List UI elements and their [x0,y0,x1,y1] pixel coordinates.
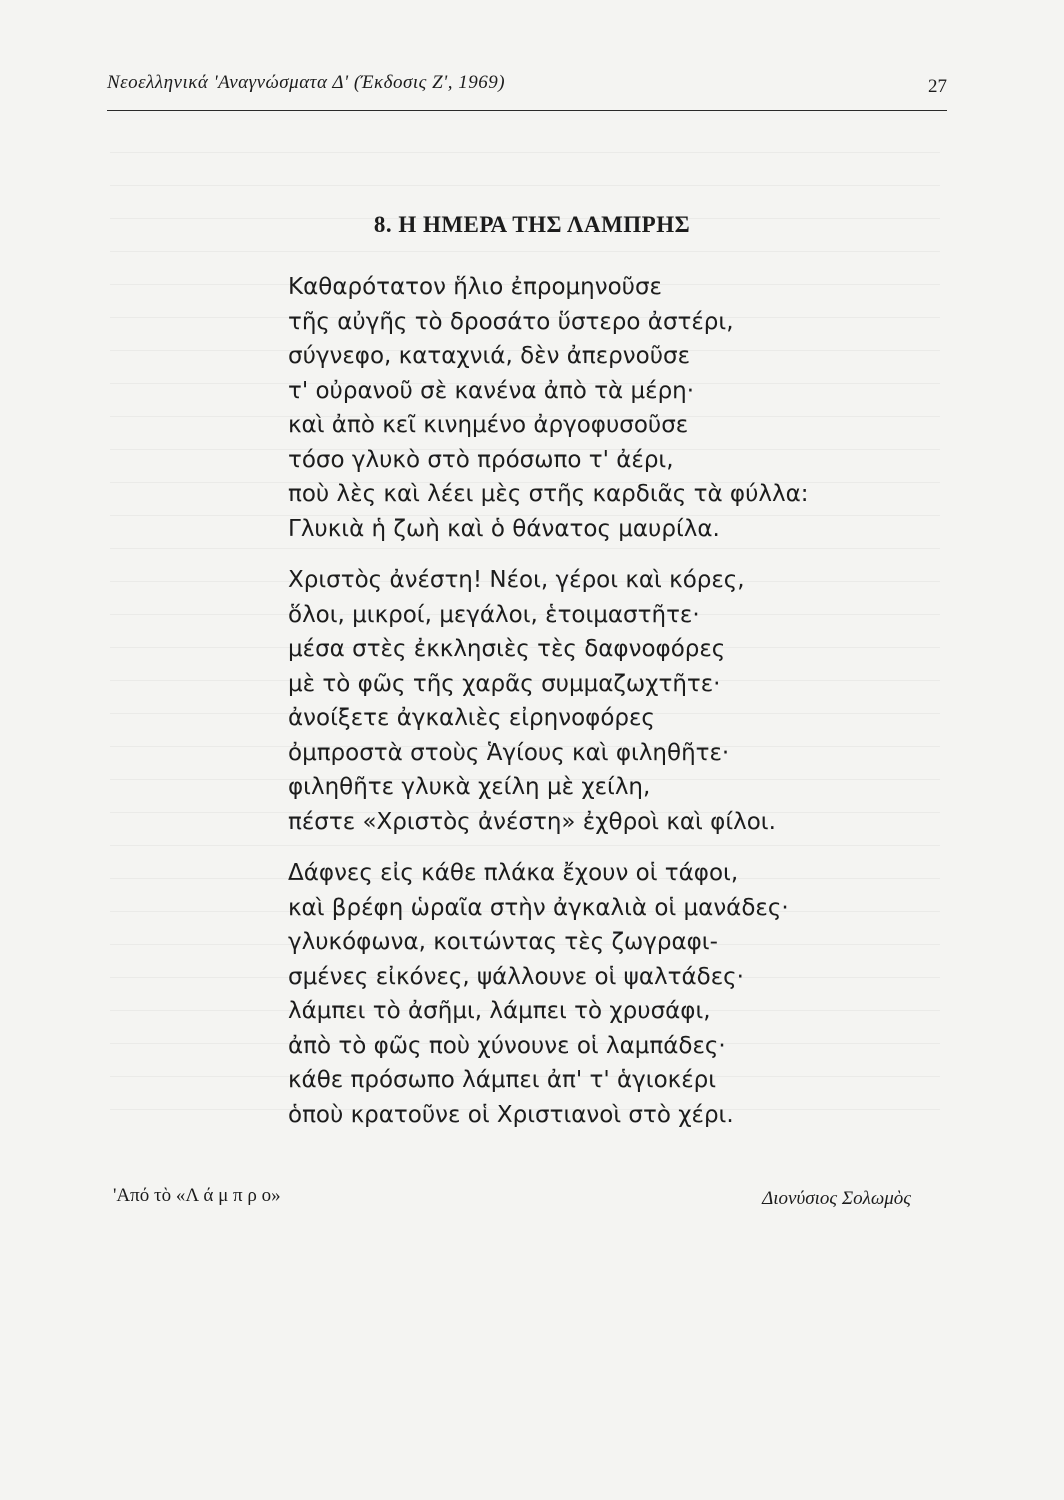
poem-title: 8. Η ΗΜΕΡΑ ΤΗΣ ΛΑΜΠΡΗΣ [373,212,691,237]
verse: ὁποὺ κρατοῦνε οἱ Χριστιανοὶ στὸ χέρι. [288,1101,734,1128]
verse: ὀμπροστὰ στοὺς Ἁγίους καὶ φιληθῆτε· [288,739,730,766]
verse: φιληθῆτε γλυκὰ χείλη μὲ χείλη, [288,774,651,800]
verse: ἀπὸ τὸ φῶς ποὺ χύνουνε οἱ λαμπάδες· [288,1032,726,1059]
verse: γλυκόφωνα, κοιτώντας τὲς ζωγραφι- [288,929,718,955]
poem-body [288,270,809,1149]
stanza-2 [288,563,809,839]
attribution [113,1185,911,1215]
verse: Δάφνες εἰς κάθε πλάκα ἔχουν οἱ τάφοι, [288,860,739,886]
header-rule [107,110,947,111]
verse: τόσο γλυκὸ στὸ πρόσωπο τ' ἀέρι, [288,446,674,473]
verse: μὲ τὸ φῶς τῆς χαρᾶς συμμαζωχτῆτε· [288,670,721,697]
source-citation: 'Από τὸ «Λ ά μ π ρ ο» [113,1185,281,1206]
verse: Καθαρότατον ἥλιο ἐπρομηνοῦσε [288,274,662,300]
verse: τῆς αὐγῆς τὸ δροσάτο ὕστερο ἀστέρι, [288,308,734,335]
verse: Γλυκιὰ ἡ ζωὴ καὶ ὁ θάνατος μαυρίλα. [288,515,720,542]
verse: ὅλοι, μικροί, μεγάλοι, ἑτοιμαστῆτε· [288,601,700,628]
running-header [107,68,947,98]
verse: λάμπει τὸ ἀσῆμι, λάμπει τὸ χρυσάφι, [288,998,711,1024]
verse: ἀνοίξετε ἀγκαλιὲς εἰρηνοφόρες [288,705,655,731]
verse: ποὺ λὲς καὶ λέει μὲς στῆς καρδιᾶς τὰ φύλλα: [288,481,809,507]
verse: πέστε «Χριστὸς ἀνέστη» ἐχθροὶ καὶ φίλοι. [288,808,776,835]
verse: σύγνεφο, καταχνιά, δὲν ἀπερνοῦσε [288,343,691,369]
stanza-1 [288,270,809,546]
verse: Χριστὸς ἀνέστη! Νέοι, γέροι καὶ κόρες, [288,567,745,593]
verse: μέσα στὲς ἐκκλησιὲς τὲς δαφνοφόρες [288,636,726,662]
author-name: Διονύσιος Σολωμὸς [762,1188,911,1209]
verse: τ' οὐρανοῦ σὲ κανένα ἀπὸ τὰ μέρη· [288,377,695,404]
verse: καὶ ἀπὸ κεῖ κινημένο ἀργοφυσοῦσε [288,412,689,438]
verse: κάθε πρόσωπο λάμπει ἀπ' τ' ἁγιοκέρι [288,1067,717,1093]
stanza-3 [288,856,809,1132]
page-number: 27 [928,76,947,97]
header-title: Νεοελληνικά 'Αναγνώσματα Δ' (Έκδοσις Ζ', 1969) [107,72,506,93]
verse: σμένες εἰκόνες, ψάλλουνε οἱ ψαλτάδες· [288,963,744,990]
verse: καὶ βρέφη ὡραῖα στὴν ἀγκαλιὰ οἱ μανάδες· [288,894,789,921]
